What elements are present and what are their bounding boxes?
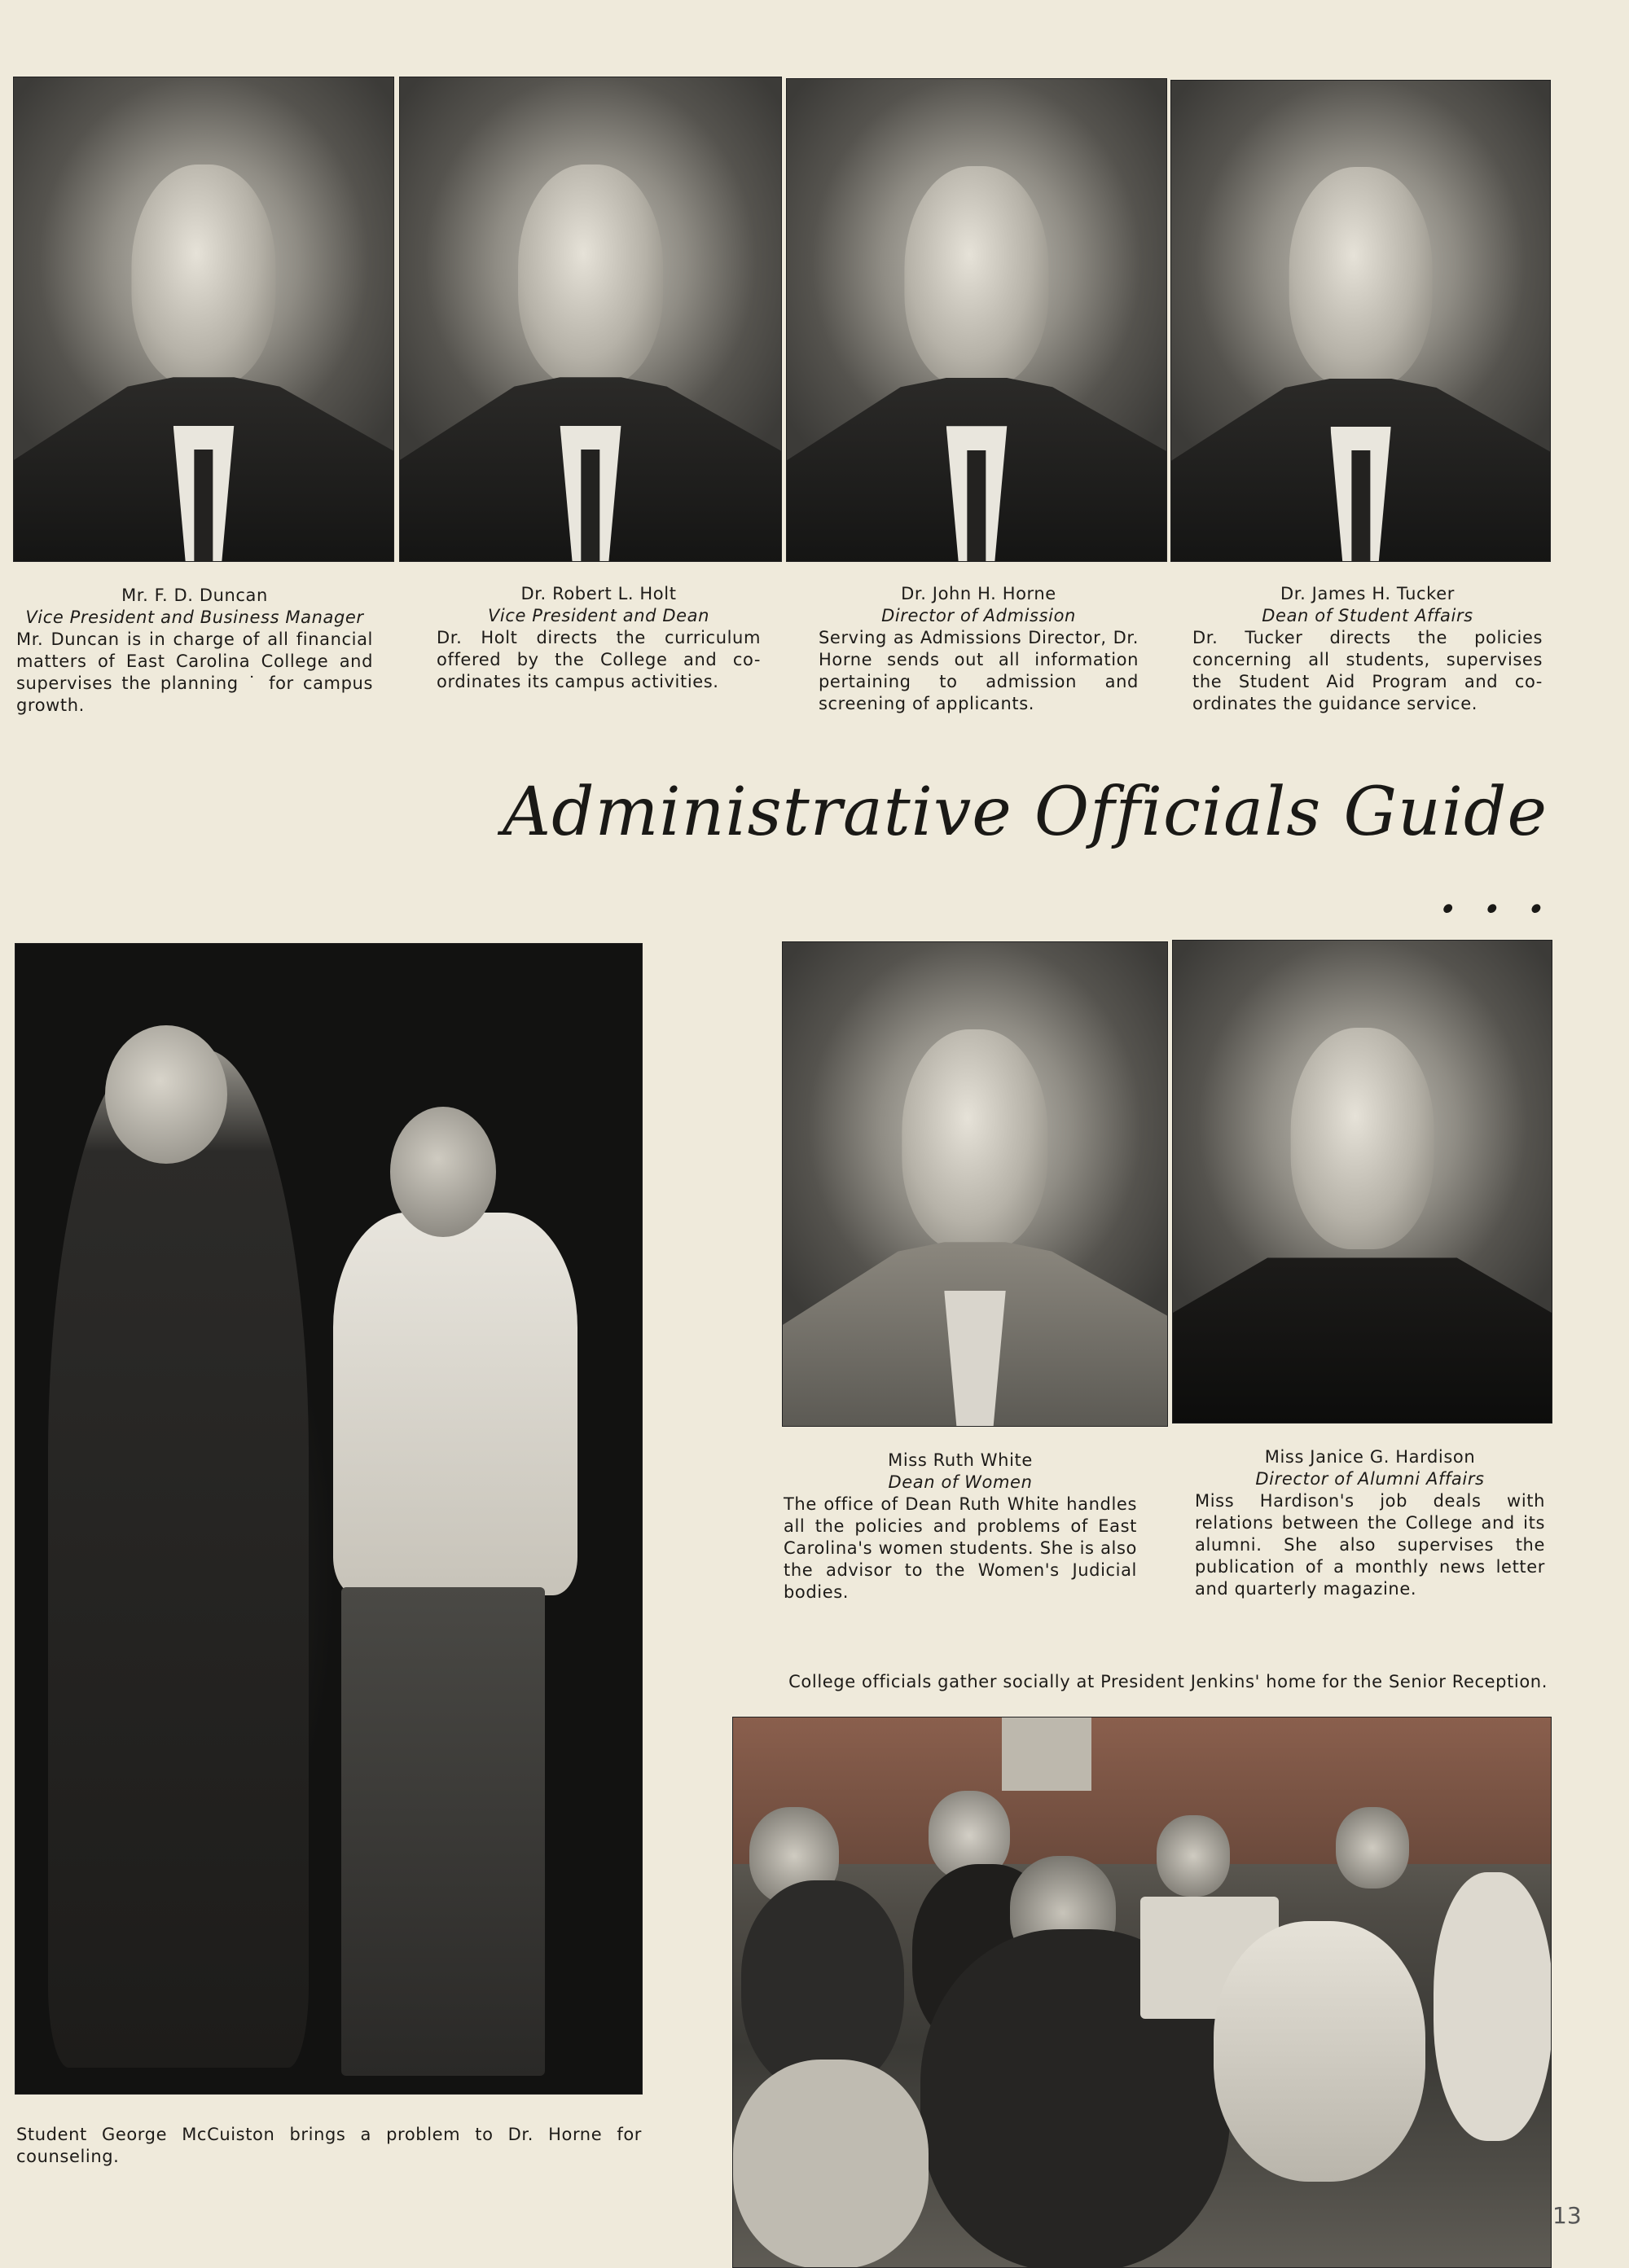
official-description: The office of Dean Ruth White handles all the policies and problems of East Carolina's women students. She is also the advisor to the Women's Judicial bodies. [784, 1494, 1137, 1602]
official-name: Dr. James H. Tucker [1280, 584, 1455, 603]
caption-holt [437, 583, 761, 693]
official-description: Mr. Duncan is in charge of all financial matters of East Carolina College and supervises the planning ˙ for campus growth. [16, 630, 373, 715]
portrait-duncan [13, 77, 394, 562]
reception-caption-text: College officials gather socially at President Jenkins' home for the Senior Reception. [788, 1672, 1548, 1691]
official-name: Miss Janice G. Hardison [1264, 1447, 1476, 1467]
portrait-tucker [1170, 80, 1551, 562]
page-number: 13 [1552, 2202, 1582, 2229]
page-title: Administrative Officials Guide . . . [502, 774, 1548, 928]
caption-hardison [1195, 1446, 1545, 1600]
caption-duncan [16, 585, 373, 717]
official-name: Dr. Robert L. Holt [520, 584, 677, 603]
photo-reception [732, 1717, 1552, 2268]
official-description: Serving as Admissions Director, Dr. Horne sends out all information pertaining to admission and screening of applicants. [819, 628, 1139, 713]
photo-counseling [15, 943, 643, 2095]
official-description: Dr. Holt directs the curriculum offered by the College and co-ordinates its campus activities. [437, 628, 761, 691]
official-title: Vice President and Dean [487, 606, 710, 625]
official-title: Vice President and Business Manager [25, 608, 364, 627]
portrait-holt [399, 77, 782, 562]
counseling-caption-text: Student George McCuiston brings a problem to Dr. Horne for counseling. [16, 2125, 642, 2166]
caption-white [784, 1450, 1137, 1603]
portrait-hardison [1172, 940, 1552, 1424]
official-description: Miss Hardison's job deals with relations between the College and its alumni. She also supervises the publication of a monthly news letter and quarterly magazine. [1195, 1491, 1545, 1599]
official-title: Dean of Women [888, 1472, 1033, 1492]
official-title: Director of Admission [881, 606, 1076, 625]
official-name: Miss Ruth White [888, 1450, 1033, 1470]
portrait-white [782, 941, 1168, 1427]
caption-reception [746, 1671, 1548, 1693]
caption-counseling [16, 2124, 642, 2168]
official-name: Dr. John H. Horne [901, 584, 1056, 603]
official-description: Dr. Tucker directs the policies concerning all students, supervises the Student Aid Program and co-ordinates the guidance service. [1192, 628, 1543, 713]
portrait-horne [786, 78, 1167, 562]
official-name: Mr. F. D. Duncan [121, 586, 268, 605]
caption-horne [819, 583, 1139, 715]
caption-tucker [1192, 583, 1543, 715]
official-title: Dean of Student Affairs [1262, 606, 1473, 625]
official-title: Director of Alumni Affairs [1255, 1469, 1485, 1489]
